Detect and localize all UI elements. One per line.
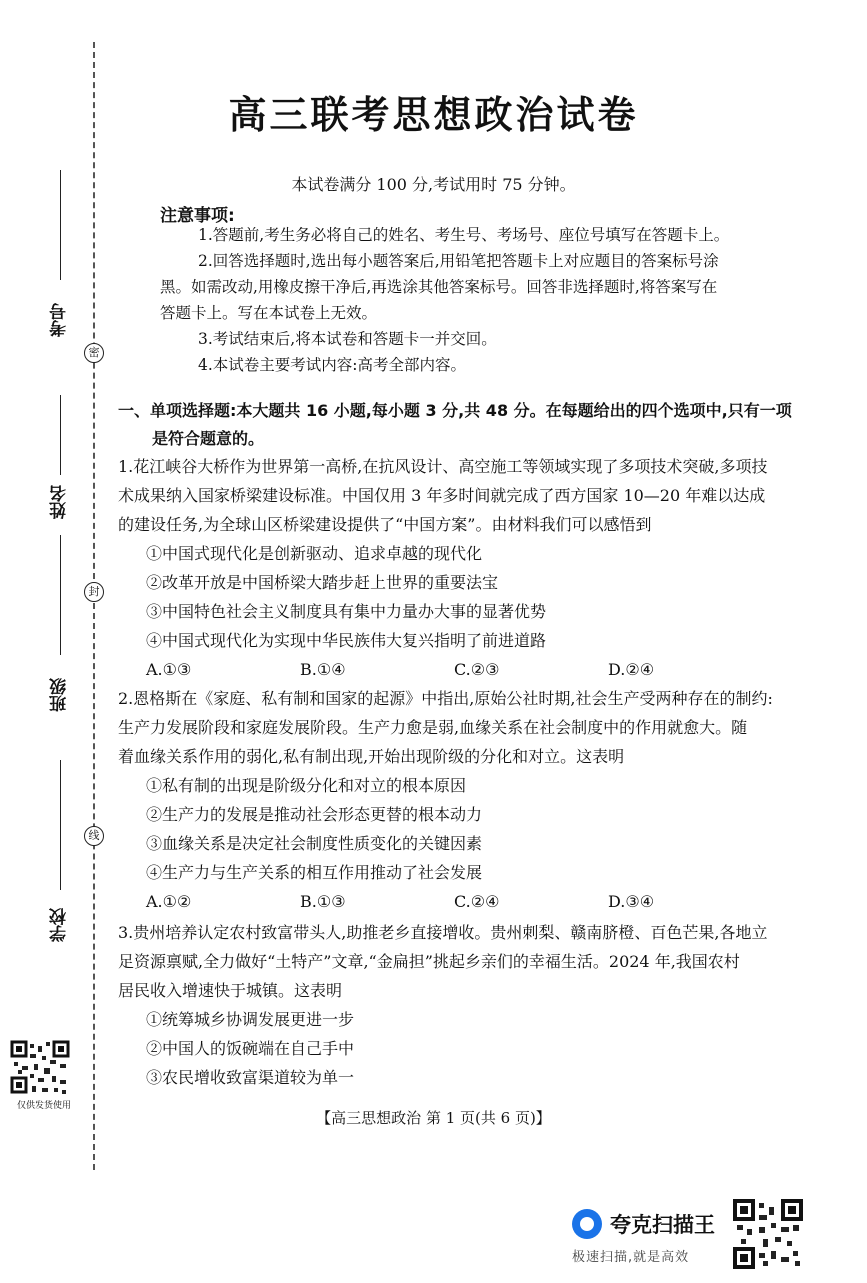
statement: ②生产力的发展是推动社会形态更替的根本动力 — [146, 805, 483, 824]
field-name — [40, 395, 80, 540]
statement: ②改革开放是中国桥梁大踏步赶上世界的重要法宝 — [146, 573, 499, 592]
page-title: 高三联考思想政治试卷 — [228, 93, 639, 137]
brand-slogan: 极速扫描,就是高效 — [572, 1250, 690, 1265]
binding-dashed-line — [93, 42, 95, 1170]
name-line — [60, 395, 61, 475]
question-stem-line: 生产力发展阶段和家庭发展阶段。生产力愈是弱,血缘关系在社会制度中的作用就愈大。随 — [118, 718, 748, 737]
question-stem-line: 1.花江峡谷大桥作为世界第一高桥,在抗风设计、高空施工等领域实现了多项技术突破,多项技 — [118, 457, 768, 476]
question-stem-line: 的建设任务,为全球山区桥梁建设提供了“中国方案”。由材料我们可以感悟到 — [118, 515, 652, 534]
notice-item: 4.本试卷主要考试内容:高考全部内容。 — [198, 356, 467, 374]
field-school — [40, 760, 80, 955]
choice-a: A.①② — [146, 892, 192, 911]
notice-item: 答题卡上。写在本试卷上无效。 — [160, 304, 378, 322]
question-stem-line: 术成果纳入国家桥梁建设标准。中国仅用 3 年多时间就完成了西方国家 10—20 年难以达成 — [118, 486, 766, 505]
question-stem-line: 2.恩格斯在《家庭、私有制和国家的起源》中指出,原始公社时期,社会生产受两种存在的制约: — [118, 689, 773, 708]
choice-d: D.③④ — [608, 892, 655, 911]
statement: ③中国特色社会主义制度具有集中力量办大事的显著优势 — [146, 602, 547, 621]
statement: ②中国人的饭碗端在自己手中 — [146, 1039, 355, 1058]
seal-feng: 封 — [84, 582, 104, 602]
question-stem-line: 居民收入增速快于城镇。这表明 — [118, 981, 343, 1000]
section-heading-line: 是符合题意的。 — [152, 429, 265, 448]
question-stem-line: 着血缘关系作用的弱化,私有制出现,开始出现阶级的分化和对立。这表明 — [118, 747, 625, 766]
section-heading-line: 一、单项选择题:本大题共 16 小题,每小题 3 分,共 48 分。在每题给出的四个选项中,只有一项 — [118, 401, 792, 420]
school-line — [60, 760, 61, 890]
statement: ③血缘关系是决定社会制度性质变化的关键因素 — [146, 834, 483, 853]
statement: ③农民增收致富渠道较为单一 — [146, 1068, 355, 1087]
field-exam-number — [40, 170, 80, 345]
notice-item: 3.考试结束后,将本试卷和答题卡一并交回。 — [198, 330, 497, 348]
scanner-brand — [572, 1209, 715, 1239]
choice-c: C.②④ — [454, 892, 500, 911]
field-label: 考号 — [50, 303, 70, 337]
brand-name: 夸克扫描王 — [610, 1213, 715, 1237]
notice-item: 2.回答选择题时,选出每小题答案后,用铅笔把答题卡上对应题目的答案标号涂 — [198, 252, 719, 270]
class-line — [60, 535, 61, 655]
choice-b: B.①④ — [300, 660, 346, 679]
statement: ①中国式现代化是创新驱动、追求卓越的现代化 — [146, 544, 483, 563]
choice-a: A.①③ — [146, 660, 192, 679]
choice-b: B.①③ — [300, 892, 346, 911]
field-class — [40, 535, 80, 725]
quark-logo-icon — [572, 1209, 602, 1239]
notice-list — [160, 222, 800, 378]
qr-code-icon — [733, 1199, 803, 1269]
seal-mi: 密 — [84, 343, 104, 363]
section-heading — [118, 397, 830, 453]
question-stem-line: 3.贵州培养认定农村致富带头人,助推老乡直接增收。贵州刺梨、赣南脐橙、百色芒果,各地立 — [118, 923, 768, 942]
notice-item: 1.答题前,考生务必将自己的姓名、考生号、考场号、座位号填写在答题卡上。 — [198, 226, 730, 244]
question-3 — [118, 918, 830, 1092]
page-footer: 【高三思想政治 第 1 页(共 6 页)】 — [316, 1109, 551, 1127]
choice-c: C.②③ — [454, 660, 500, 679]
question-2 — [118, 684, 830, 916]
question-stem-line: 足资源禀赋,全力做好“土特产”文章,“金扁担”挑起乡亲们的幸福生活。2024 年,我国农村 — [118, 952, 740, 971]
question-1 — [118, 452, 830, 684]
exam-subtitle: 本试卷满分 100 分,考试用时 75 分钟。 — [291, 175, 576, 194]
seal-xian: 线 — [84, 826, 104, 846]
notice-heading: 注意事项: — [160, 206, 235, 226]
statement: ①私有制的出现是阶级分化和对立的根本原因 — [146, 776, 467, 795]
notice-item: 黑。如需改动,用橡皮擦干净后,再选涂其他答案标号。回答非选择题时,将答案写在 — [160, 278, 718, 296]
statement: ④中国式现代化为实现中华民族伟大复兴指明了前进道路 — [146, 631, 547, 650]
qr-note: 仅供发货使用 — [16, 1101, 71, 1111]
answer-choices — [118, 655, 830, 684]
choice-d: D.②④ — [608, 660, 655, 679]
field-label: 姓名 — [50, 485, 70, 519]
answer-choices — [118, 887, 830, 916]
statement: ①统筹城乡协调发展更进一步 — [146, 1010, 355, 1029]
field-label: 学校 — [50, 908, 70, 942]
qr-code-icon — [10, 1040, 70, 1096]
statement: ④生产力与生产关系的相互作用推动了社会发展 — [146, 863, 483, 882]
field-label: 班级 — [50, 678, 70, 712]
